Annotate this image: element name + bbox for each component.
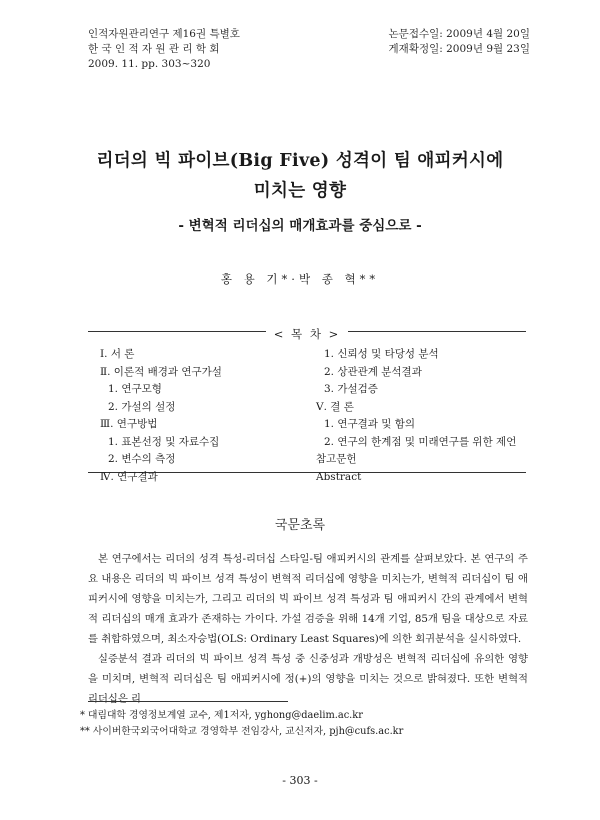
toc-item: 2. 연구의 한계점 및 미래연구를 위한 제언 bbox=[324, 435, 517, 448]
toc-left-column bbox=[100, 346, 222, 486]
page-number: - 303 - bbox=[282, 774, 318, 787]
toc-item: 2. 변수의 측정 bbox=[108, 453, 176, 465]
society-name: 한 국 인 적 자 원 관 리 학 회 bbox=[88, 43, 220, 55]
author-list: 홍 용 기*·박 종 혁** bbox=[220, 272, 380, 286]
toc-item: Ⅱ. 이론적 배경과 연구가설 bbox=[100, 365, 222, 378]
toc-item: 참고문헌 bbox=[316, 453, 357, 465]
abstract-paragraph: 본 연구에서는 리더의 성격 특성-리더십 스타일-팀 애피커시의 관계를 살펴보았다. 본 연구의 주요 내용은 리더의 빅 파이브 성격 특성이 변혁적 리더십에 영향을 미치는가, 변혁적 리더십이 팀 애피커시에 영향을 미치는가, 그리고 리더의 빅 파이브 성격 특성과 팀 애피커시 간의 관계에서 변혁적 리더십의 매개 효과가 존재하는 가이다. 가설 검증을 위해 14개 기업, 85개 팀을 대상으로 자료를 취합하였으며, 최소자승법(OLS: Ordinary Least Squares)에 의한 회귀분석을 실시하였다. bbox=[88, 553, 528, 645]
table-of-contents bbox=[88, 327, 526, 483]
toc-item: 1. 표본선정 및 자료수집 bbox=[108, 435, 220, 448]
toc-item: 1. 연구결과 및 함의 bbox=[324, 418, 416, 430]
title-line-1: 리더의 빅 파이브(Big Five) 성격이 팀 애피커시에 bbox=[96, 151, 504, 171]
footnotes bbox=[80, 708, 403, 740]
toc-right-column bbox=[316, 346, 516, 486]
abstract-heading: 국문초록 bbox=[274, 518, 326, 533]
received-date: 논문접수일: 2009년 4월 20일 bbox=[388, 28, 530, 40]
footnote-divider bbox=[88, 701, 288, 702]
toc-item: Abstract bbox=[316, 470, 362, 483]
paper-title bbox=[0, 146, 600, 206]
toc-item: 3. 가설검증 bbox=[324, 383, 378, 395]
submission-dates bbox=[389, 27, 530, 57]
journal-name: 인적자원관리연구 제16권 특별호 bbox=[88, 28, 240, 40]
toc-item: 2. 상관관계 분석결과 bbox=[324, 365, 422, 378]
toc-item: Ⅳ. 연구결과 bbox=[100, 470, 158, 483]
toc-item: Ⅲ. 연구방법 bbox=[100, 418, 158, 430]
footnote-corresponding-author: ** 사이버한국외국어대학교 경영학부 전임강사, 교신저자, pjh@cufs.ac.kr bbox=[80, 726, 404, 737]
toc-item: 2. 가설의 설정 bbox=[108, 400, 176, 413]
issue-pages: 2009. 11. pp. 303~320 bbox=[88, 58, 211, 70]
abstract-paragraph: 실증분석 결과 리더의 빅 파이브 성격 특성 중 신중성과 개방성은 변혁적 리더십에 유의한 영향을 미치며, 변혁적 리더십은 팀 애피커시에 정(+)의 영향을 미치는 것으로 밝혀졌다. 또한 변혁적 리더십은 리 bbox=[88, 653, 528, 705]
paper-subtitle: - 변혁적 리더십의 매개효과를 중심으로 - bbox=[178, 218, 422, 234]
toc-item: 1. 신뢰성 및 타당성 분석 bbox=[324, 348, 439, 360]
toc-item: Ⅰ. 서 론 bbox=[100, 348, 135, 360]
title-line-2: 미치는 영향 bbox=[253, 181, 347, 201]
accepted-date: 게재확정일: 2009년 9월 23일 bbox=[388, 43, 530, 55]
journal-info bbox=[88, 27, 240, 72]
abstract-body bbox=[88, 549, 528, 709]
footnote-first-author: * 대림대학 경영정보계열 교수, 제1저자, yghong@daelim.ac.kr bbox=[80, 710, 363, 721]
toc-item: 1. 연구모형 bbox=[108, 383, 162, 395]
toc-item: Ⅴ. 결 론 bbox=[316, 400, 354, 413]
toc-label: < 목 차 > bbox=[266, 327, 348, 341]
